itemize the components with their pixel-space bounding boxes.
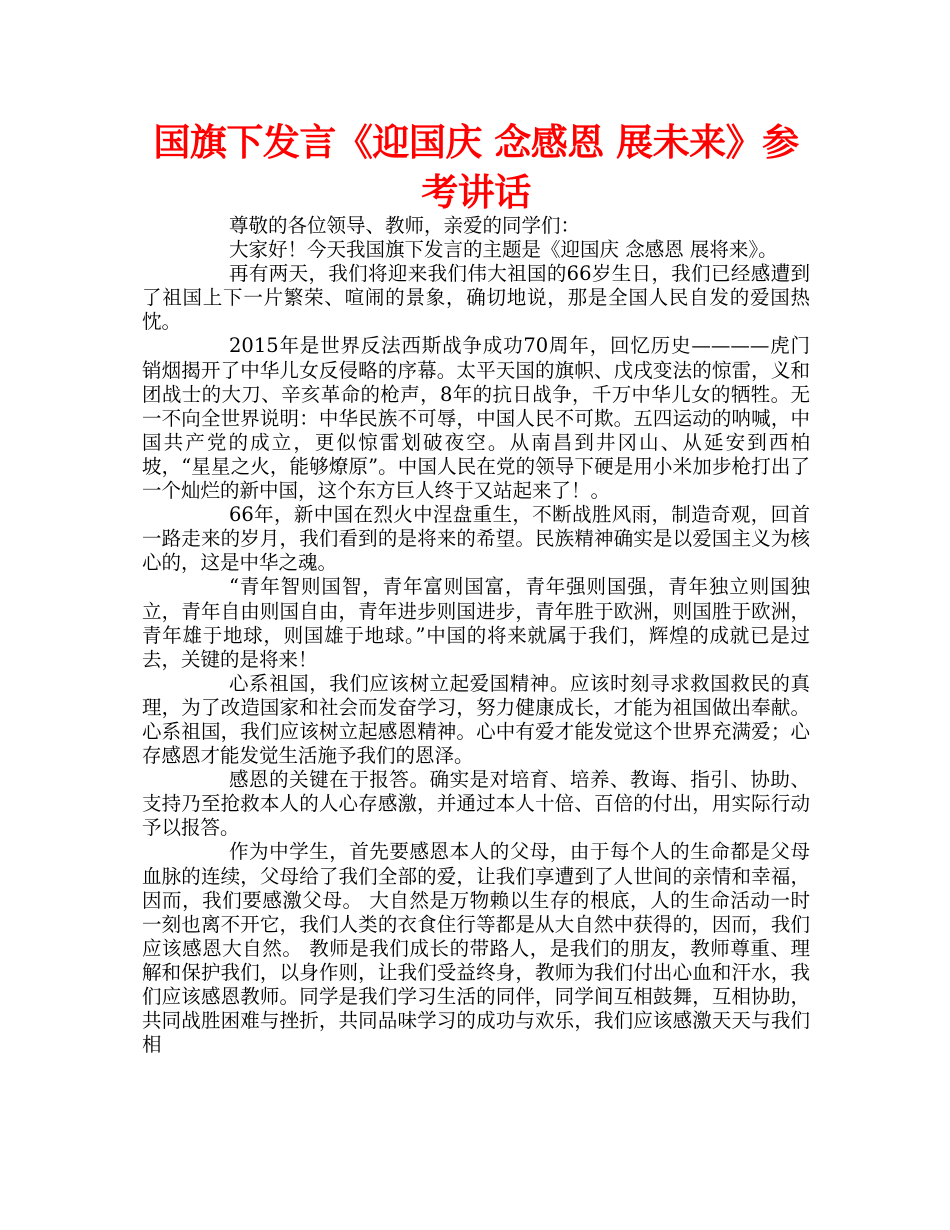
paragraph-youth-quote: “青年智则国智，青年富则国富，青年强则国强，青年独立则国独立，青年自由则国自由，青年进步则国进步，青年胜于欧洲，则国胜于欧洲，青年雄于地球，则国雄于地球。”中国的将来就属于我们，辉煌的成就已是过去，关键的是将来！ — [142, 575, 810, 671]
paragraph-greeting: 大家好！今天我国旗下发言的主题是《迎国庆 念感恩 展将来》。 — [229, 238, 778, 262]
paragraph-salutation: 尊敬的各位领导、教师，亲爱的同学们： — [229, 214, 581, 237]
paragraph-birthday: 再有两天，我们将迎来我们伟大祖国的66岁生日，我们已经感遭到了祖国上下一片繁荣、喧闹的景象，确切地说，那是全国人民自发的爱国热忱。 — [142, 262, 810, 334]
paragraph-students: 作为中学生，首先要感恩本人的父母，由于每个人的生命都是父母血脉的连续，父母给了我们全部的爱，让我们享遭到了人世间的亲情和幸福，因而，我们要感激父母。 大自然是万物赖以生存的根底，人的生命活动一时一刻也离不开它，我们人类的衣食住行等都是从大自然中获得的，因而，我们应该感恩大自然。 教师是我们成长的带路人，是我们的朋友，教师尊重、理解和保护我们，以身作则，让我们受益终身，教师为我们付出心血和汗水，我们应该感恩教师。同学是我们学习生活的同伴，同学间互相鼓舞，互相协助，共同战胜困难与挫折，共同品味学习的成功与欢乐，我们应该感激天天与我们相 — [142, 840, 810, 1057]
paragraph-history: 2015年是世界反法西斯战争成功70周年，回忆历史————虎门销烟揭开了中华儿女反侵略的序幕。太平天国的旗帜、戊戌变法的惊雷，义和团战士的大刀、辛亥革命的枪声，8年的抗日战争，千万中华儿女的牺牲。无一不向全世界说明：中华民族不可辱，中国人民不可欺。五四运动的呐喊，中国共产党的成立，更似惊雷划破夜空。从南昌到井冈山、从延安到西柏坡，“星星之火，能够燎原”。中国人民在党的领导下硬是用小米加步枪打出了一个灿烂的新中国，这个东方巨人终于又站起来了！。 — [142, 334, 810, 503]
paragraph-patriotism: 心系祖国，我们应该树立起爱国精神。应该时刻寻求救国救民的真理，为了改造国家和社会而发奋学习，努力健康成长，才能为祖国做出奉献。心系祖国，我们应该树立起感恩精神。心中有爱才能发觉这个世界充满爱；心存感恩才能发觉生活施予我们的恩泽。 — [142, 671, 810, 768]
paragraph-gratitude: 感恩的关键在于报答。确实是对培育、培养、教诲、指引、协助、支持乃至抢救本人的人心存感激，并通过本人十倍、百倍的付出，用实际行动予以报答。 — [142, 768, 810, 840]
paragraph-rebirth: 66年，新中国在烈火中涅盘重生，不断战胜风雨，制造奇观，回首一路走来的岁月，我们看到的是将来的希望。民族精神确实是以爱国主义为核心的，这是中华之魂。 — [142, 503, 810, 575]
document-body — [142, 214, 810, 1057]
document-title: 国旗下发言《迎国庆 念感恩 展未来》参考讲话 — [153, 121, 799, 214]
